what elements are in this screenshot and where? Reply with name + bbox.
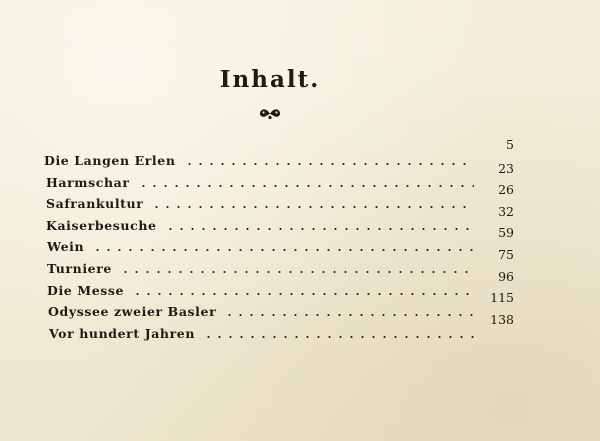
toc-dot-leader — [151, 206, 474, 208]
toc-entry — [44, 269, 514, 298]
toc-dot-leader — [203, 336, 474, 338]
toc-entry-page-number: 32 — [498, 204, 514, 219]
toc-entry-page-number: 59 — [498, 225, 514, 240]
page-title: Inhalt. — [219, 66, 321, 93]
toc-entry — [44, 312, 514, 341]
toc-dot-leader — [165, 228, 474, 230]
toc-entry-title: Harmschar — [46, 175, 130, 190]
toc-entry — [44, 137, 514, 168]
toc-entry-page-number: 26 — [498, 182, 514, 197]
toc-entry-title: Kaiserbesuche — [46, 218, 157, 233]
toc-dot-leader — [224, 314, 474, 316]
toc-entry-page-number: 23 — [498, 161, 514, 176]
toc-dot-leader — [92, 249, 474, 251]
toc-entry-title: Wein — [47, 239, 85, 254]
toc-entry-page-number: 138 — [490, 312, 514, 327]
toc-entry-page-number: 5 — [506, 137, 514, 152]
toc-entry-page-number: 75 — [498, 247, 514, 262]
toc-entry-title: Vor hundert Jahren — [49, 326, 196, 341]
toc-entry — [44, 247, 514, 276]
toc-entry — [44, 204, 514, 233]
toc-dot-leader — [120, 271, 474, 273]
toc-entry-page-number: 96 — [498, 269, 514, 284]
toc-dot-leader — [184, 163, 474, 165]
fleuron-ornament-icon — [258, 107, 282, 121]
toc-entry-title: Die Messe — [47, 283, 125, 298]
toc-dot-leader — [138, 185, 474, 187]
toc-entry-title: Turniere — [47, 261, 112, 276]
toc-entry-title: Odyssee zweier Basler — [48, 304, 217, 319]
toc-entry — [44, 161, 514, 190]
toc-entry-page-number: 115 — [490, 290, 514, 305]
toc-entry-title: Die Langen Erlen — [44, 153, 176, 168]
toc-dot-leader — [132, 293, 474, 295]
toc-entry-title: Safrankultur — [46, 196, 144, 211]
